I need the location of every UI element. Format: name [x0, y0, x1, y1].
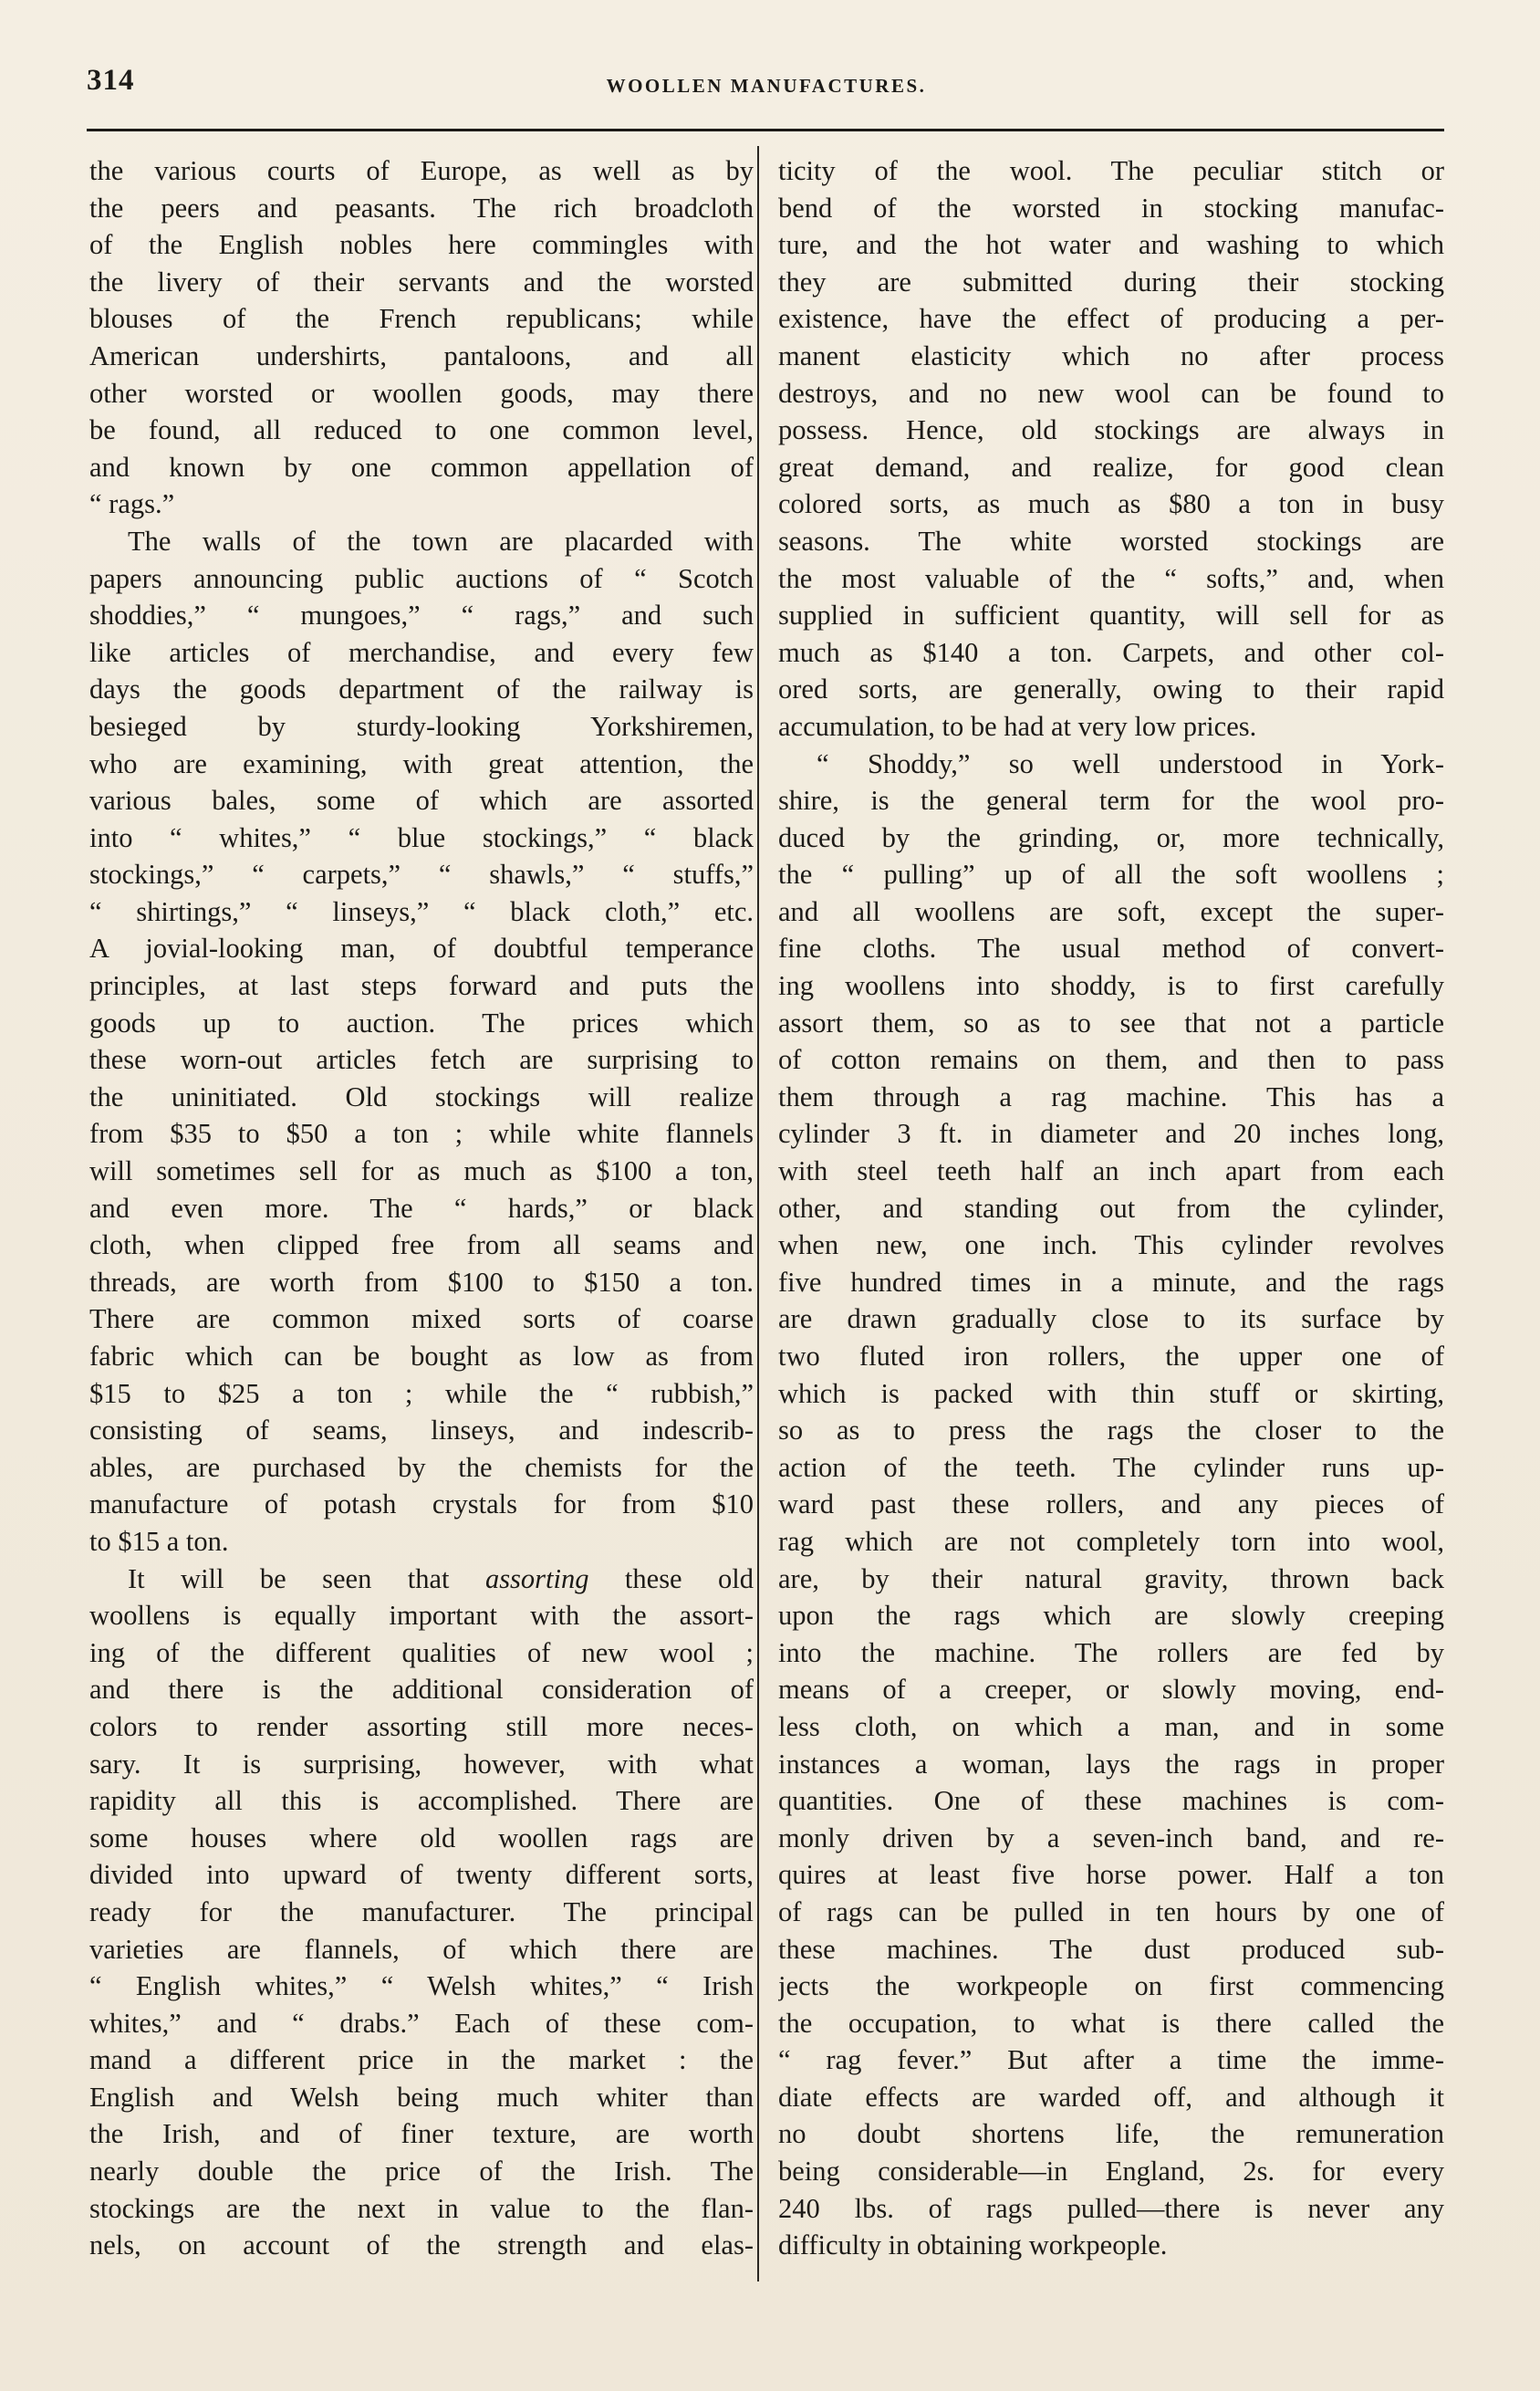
text-line: of cotton remains on them, and then to pass — [778, 1044, 1444, 1076]
text-line: besieged by sturdy-looking Yorkshiremen, — [89, 710, 754, 742]
text-line: some houses where old woollen rags are — [89, 1822, 754, 1853]
text-line: divided into upward of twenty different sorts, — [89, 1859, 754, 1891]
text-line: ored sorts, are generally, owing to their rapid — [778, 673, 1444, 705]
text-line: “ shirtings,” “ linseys,” “ black cloth,” etc. — [89, 895, 754, 927]
text-line: duced by the grinding, or, more technically, — [778, 821, 1444, 853]
text-line: ward past these rollers, and any pieces of — [778, 1488, 1444, 1520]
text-line: nels, on account of the strength and elas- — [89, 2229, 754, 2261]
page-number: 314 — [87, 64, 135, 97]
text-line: whites,” and “ drabs.” Each of these com- — [89, 2007, 754, 2039]
text-line: action of the teeth. The cylinder runs up- — [778, 1451, 1444, 1483]
text-line: who are examining, with great attention, the — [89, 747, 754, 779]
text-line: the livery of their servants and the worsted — [89, 266, 754, 298]
text-line: of rags can be pulled in ten hours by one of — [778, 1895, 1444, 1927]
text-line: the “ pulling” up of all the soft woollens ; — [778, 859, 1444, 891]
text-line: upon the rags which are slowly creeping — [778, 1600, 1444, 1632]
text-line: mand a different price in the market : the — [89, 2044, 754, 2076]
header-rule — [87, 129, 1444, 131]
text-line: no doubt shortens life, the remuneration — [778, 2118, 1444, 2150]
text-line: great demand, and realize, for good clean — [778, 451, 1444, 483]
text-run: It will be seen that — [128, 1562, 485, 1594]
text-line: the occupation, to what is there called the — [778, 2007, 1444, 2039]
text-line: nearly double the price of the Irish. The — [89, 2156, 754, 2187]
column-divider — [757, 146, 759, 2281]
text-line: jects the workpeople on first commencing — [778, 1970, 1444, 2002]
text-line: cloth, when clipped free from all seams and — [89, 1229, 754, 1261]
text-line: other worsted or woollen goods, may there — [89, 377, 754, 409]
text-line: which is packed with thin stuff or skirting, — [778, 1377, 1444, 1409]
text-line: supplied in sufficient quantity, will sell for as — [778, 600, 1444, 632]
text-line: when new, one inch. This cylinder revolves — [778, 1229, 1444, 1261]
right-column — [778, 152, 1444, 2264]
text-line: stockings are the next in value to the flan- — [89, 2192, 754, 2224]
text-line: manufacture of potash crystals for from $10 — [89, 1488, 754, 1520]
text-line: American undershirts, pantaloons, and all — [89, 339, 754, 371]
text-line: consisting of seams, linseys, and indescrib- — [89, 1415, 754, 1446]
text-line: stockings,” “ carpets,” “ shawls,” “ stuffs,” — [89, 859, 754, 891]
text-line: with steel teeth half an inch apart from each — [778, 1155, 1444, 1187]
text-line: cylinder 3 ft. in diameter and 20 inches long, — [778, 1118, 1444, 1150]
left-column — [89, 152, 754, 2264]
text-line: colors to render assorting still more neces- — [89, 1710, 754, 1742]
text-line: diate effects are warded off, and although it — [778, 2081, 1444, 2113]
running-head: WOOLLEN MANUFACTURES. — [606, 75, 927, 97]
text-line: various bales, some of which are assorted — [89, 785, 754, 817]
text-line: colored sorts, as much as $80 a ton in busy — [778, 488, 1444, 520]
text-line: instances a woman, lays the rags in proper — [778, 1748, 1444, 1780]
text-line: they are submitted during their stocking — [778, 266, 1444, 298]
text-line: less cloth, on which a man, and in some — [778, 1710, 1444, 1742]
text-line: like articles of merchandise, and every few — [89, 636, 754, 668]
text-line — [89, 1561, 754, 1598]
text-line: be found, all reduced to one common level, — [89, 414, 754, 446]
text-line: bend of the worsted in stocking manufac- — [778, 192, 1444, 224]
text-line: the uninitiated. Old stockings will realize — [89, 1081, 754, 1112]
text-line: days the goods department of the railway is — [89, 673, 754, 705]
text-line: shire, is the general term for the wool pro- — [778, 785, 1444, 817]
text-line: the various courts of Europe, as well as by — [89, 155, 754, 186]
text-line: ticity of the wool. The peculiar stitch or — [778, 155, 1444, 186]
emphasis: assorting — [484, 1562, 589, 1594]
text-line: are drawn gradually close to its surface by — [778, 1303, 1444, 1335]
text-line: sary. It is surprising, however, with what — [89, 1748, 754, 1780]
text-line: A jovial-looking man, of doubtful temperance — [89, 933, 754, 965]
text-line: into “ whites,” “ blue stockings,” “ black — [89, 821, 754, 853]
text-line: “ English whites,” “ Welsh whites,” “ Irish — [89, 1970, 754, 2002]
text-line: varieties are flannels, of which there are — [89, 1933, 754, 1965]
text-line: being considerable—in England, 2s. for every — [778, 2156, 1444, 2187]
text-line: to $15 a ton. — [89, 1525, 229, 1557]
text-line: ready for the manufacturer. The principal — [89, 1895, 754, 1927]
text-line: difficulty in obtaining workpeople. — [778, 2229, 1168, 2261]
text-line: seasons. The white worsted stockings are — [778, 525, 1444, 557]
text-line: 240 lbs. of rags pulled—there is never any — [778, 2192, 1444, 2224]
text-line: five hundred times in a minute, and the rags — [778, 1266, 1444, 1298]
text-line: rag which are not completely torn into wool, — [778, 1525, 1444, 1557]
text-line: quantities. One of these machines is com- — [778, 1785, 1444, 1817]
text-line: There are common mixed sorts of coarse — [89, 1303, 754, 1335]
text-line: “ rag fever.” But after a time the imme- — [778, 2044, 1444, 2076]
text-line: are, by their natural gravity, thrown back — [778, 1562, 1444, 1594]
text-line: accumulation, to be had at very low prices. — [778, 710, 1257, 742]
text-line: ing woollens into shoddy, is to first carefully — [778, 970, 1444, 1002]
text-line: monly driven by a seven-inch band, and re- — [778, 1822, 1444, 1853]
text-line: and all woollens are soft, except the super- — [778, 895, 1444, 927]
text-line: “ rags.” — [89, 488, 175, 520]
text-line: quires at least five horse power. Half a ton — [778, 1859, 1444, 1891]
text-line: The walls of the town are placarded with — [128, 525, 754, 557]
text-line: the Irish, and of finer texture, are worth — [89, 2118, 754, 2150]
text-line: ture, and the hot water and washing to which — [778, 229, 1444, 261]
text-line: means of a creeper, or slowly moving, end- — [778, 1674, 1444, 1706]
text-line: threads, are worth from $100 to $150 a ton. — [89, 1266, 754, 1298]
text-line: goods up to auction. The prices which — [89, 1007, 754, 1039]
text-line: “ Shoddy,” so well understood in York- — [817, 747, 1444, 779]
text-line: into the machine. The rollers are fed by — [778, 1636, 1444, 1668]
text-line: other, and standing out from the cylinder, — [778, 1192, 1444, 1224]
text-line: woollens is equally important with the assort- — [89, 1600, 754, 1632]
text-line: rapidity all this is accomplished. There are — [89, 1785, 754, 1817]
text-line: the most valuable of the “ softs,” and, when — [778, 562, 1444, 594]
text-line: papers announcing public auctions of “ Scotch — [89, 562, 754, 594]
text-line: and there is the additional consideration of — [89, 1674, 754, 1706]
text-line: these machines. The dust produced sub- — [778, 1933, 1444, 1965]
text-line: assort them, so as to see that not a particle — [778, 1007, 1444, 1039]
text-line: existence, have the effect of producing a per- — [778, 303, 1444, 335]
text-line: fabric which can be bought as low as from — [89, 1341, 754, 1372]
text-line: will sometimes sell for as much as $100 a ton, — [89, 1155, 754, 1187]
text-run: these old — [588, 1562, 754, 1594]
text-line: destroys, and no new wool can be found to — [778, 377, 1444, 409]
text-line: two fluted iron rollers, the upper one of — [778, 1341, 1444, 1372]
text-line: and known by one common appellation of — [89, 451, 754, 483]
text-line: of the English nobles here commingles with — [89, 229, 754, 261]
text-line: much as $140 a ton. Carpets, and other col- — [778, 636, 1444, 668]
text-line: them through a rag machine. This has a — [778, 1081, 1444, 1112]
text-line: possess. Hence, old stockings are always in — [778, 414, 1444, 446]
text-line: and even more. The “ hards,” or black — [89, 1192, 754, 1224]
page-header — [87, 64, 1446, 110]
text-line: from $35 to $50 a ton ; while white flannels — [89, 1118, 754, 1150]
text-line: blouses of the French republicans; while — [89, 303, 754, 335]
text-line: shoddies,” “ mungoes,” “ rags,” and such — [89, 600, 754, 632]
text-line: these worn-out articles fetch are surprising to — [89, 1044, 754, 1076]
text-line: ables, are purchased by the chemists for the — [89, 1451, 754, 1483]
text-line: English and Welsh being much whiter than — [89, 2081, 754, 2113]
text-line: manent elasticity which no after process — [778, 339, 1444, 371]
text-line: the peers and peasants. The rich broadcloth — [89, 192, 754, 224]
text-line: so as to press the rags the closer to the — [778, 1415, 1444, 1446]
text-line: fine cloths. The usual method of convert- — [778, 933, 1444, 965]
text-line: $15 to $25 a ton ; while the “ rubbish,” — [89, 1377, 754, 1409]
text-line: principles, at last steps forward and puts the — [89, 970, 754, 1002]
text-line: ing of the different qualities of new wool ; — [89, 1636, 754, 1668]
